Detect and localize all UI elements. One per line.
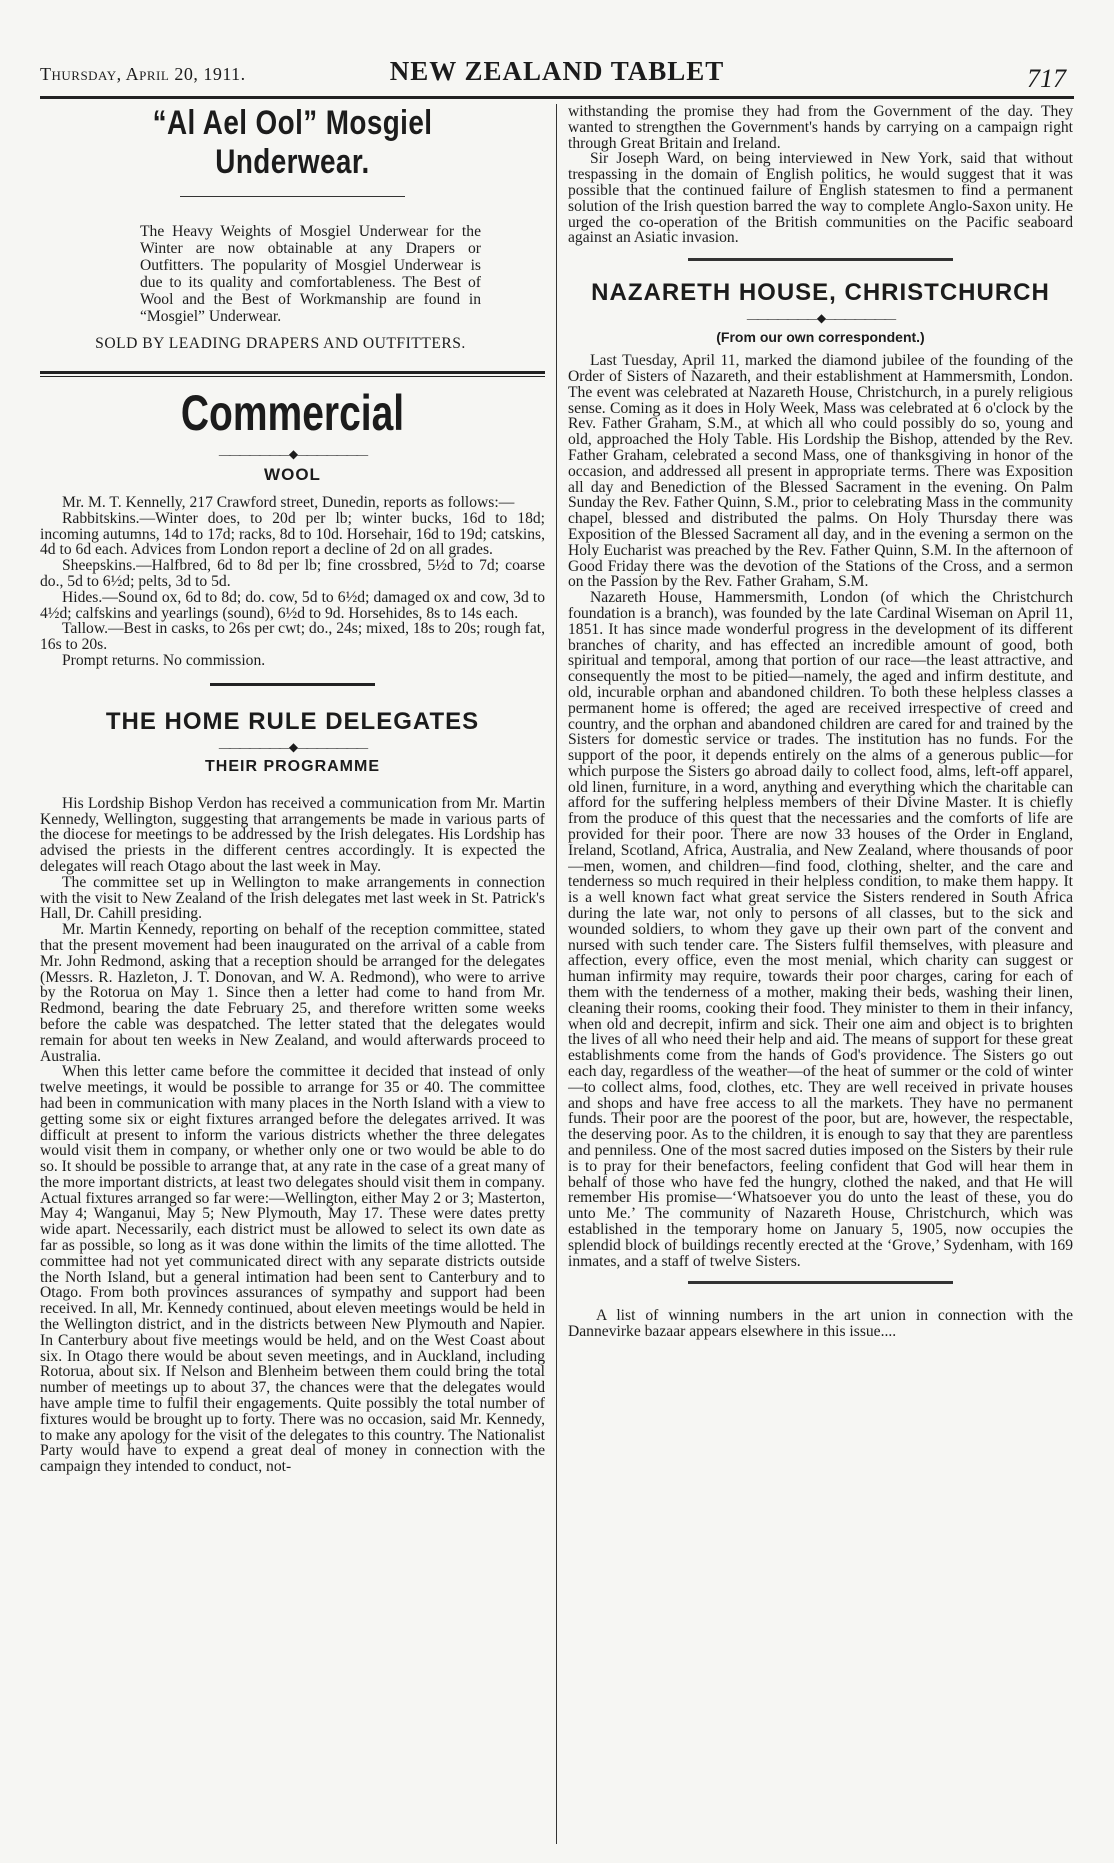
ornament-divider: ———————◆———————	[746, 311, 895, 326]
section-divider	[210, 683, 375, 686]
article-subheadline: THEIR PROGRAMME	[205, 757, 380, 775]
page-number: 717	[1027, 64, 1066, 93]
wool-paragraph: Sheepskins.—Halfbred, 6d to 8d per lb; fine crossbred, 5½d to 7d; coarse do., 5d to 6½d; pelts, 3d to 5d.	[40, 557, 545, 590]
article-paragraph: Nazareth House, Hammersmith, London (of which the Christchurch foundation is a branch), was founded by the late Cardinal Wiseman on April 11, 1851. It has since made wonderful progress in the development of its different branches of charity, and has effected an incredible amount of good, both spiritual and temporal, among that portion of our race—the least attractive, and consequently the most to be pitied—namely, the aged and infirm destitute, and old, incurable orphan and abandoned children. To both these helpless classes a permanent home is offered; the aged are received irrespective of creed and country, and the orphan and abandoned children are cared for and trained by the Sisters for domestic service or trades. The institution has no funds. For the support of the poor, it depends entirely on the alms of a generous public—for which purpose the Sisters go abroad daily to collect food, alms, left-off apparel, old linen, furniture, in a word, anything and everything which the charitable can afford for the suffering helpless members of their Divine Master. It is chiefly from the produce of this quest that the necessaries and the comforts of life are provided for their poor. There are now 33 houses of the Order in England, Ireland, Scotland, Africa, Australia, and New Zealand, where thousands of poor—men, women, and children—find food, clothing, shelter, and the care and tenderness so much required in their helpless condition, to make them happy. It is a well known fact what great service the Sisters rendered in South Africa during the late war, not only to persons of all classes, but to the sick and wounded soldiers, to whom they gave up their own part of the convent and nursed with such tender care. The Sisters fulfil themselves, with pleasure and affection, every office, even the most menial, which charity can suggest or human infirmity may require, towards their poor charges, caring for each of them with the tenderness of a mother, making their beds, washing their linen, cleaning their rooms, cooking their food. They minister to them in their infancy, when old and decrepit, infirm and sick. Their one aim and object is to brighten the lives of all who need their help and aid. The means of support for these great establishments come from the hands of God's providence. The Sisters go out each day, regardless of the weather—of the heat of summer or the cold of winter—to collect alms, food, clothes, etc. They are well received in private houses and shops and have free access to all the markets. They have no permanent funds. Their poor are the poorest of the poor, but are, however, the respectable, the deserving poor. As to the children, it is enough to say that they are parentless and penniless. One of the most sacred duties imposed on the Sisters by their rule is to pray for their benefactors, feeling confident that God will hear them in behalf of those who have fed the hungry, clothed the naked, and that He will remember His promise—‘Whatsoever you do unto the least of these, you do unto Me.’ The community of Nazareth House, Christchurch, which was established in the temporary home on January 5, 1905, now occupies the splendid block of buildings recently erected at the ‘Grove,’ Sydenham, with 169 inmates, and a staff of twelve Sisters.	[568, 589, 1073, 1270]
masthead	[40, 52, 1074, 92]
article-paragraph: Sir Joseph Ward, on being interviewed in New York, said that without trespassing in the domain of English politics, he would suggest that it was possible that the continued failure of English statesmen to find a permanent solution of the Irish question barred the way to complete Anglo-Saxon unity. He urged the co-operation of the British communities on the Pacific seaboard against an Asiatic invasion.	[568, 150, 1073, 247]
ornament-divider: ———————◆———————	[218, 739, 367, 754]
wool-paragraph: Tallow.—Best in casks, to 26s per cwt; do., 24s; mixed, 18s to 20s; rough fat, 16s to 20s.	[40, 620, 545, 654]
article-paragraph: His Lordship Bishop Verdon has received a communication from Mr. Martin Kennedy, Wellington, suggesting that arrangements be made in various parts of the diocese for meetings to be addressed by the Irish delegates. His Lordship has advised the priests in the different centres accordingly. It is expected the delegates will reach Otago about the last week in May.	[40, 794, 545, 875]
advert-rule	[180, 196, 405, 197]
article-headline: THE HOME RULE DELEGATES	[105, 707, 480, 735]
article-paragraph: The committee set up in Wellington to make arrangements in connection with the visit to New Zealand of the Irish delegates met last week in St. Patrick's Hall, Dr. Cahill presiding.	[40, 873, 545, 923]
commercial-heading: Commercial	[180, 385, 405, 441]
mosgiel-advert	[40, 104, 545, 353]
advert-body: The Heavy Weights of Mosgiel Underwear for the Winter are now obtainable at any Drapers or Outfitters. The popularity of Mosgiel Underwear is due to its quality and comfortableness. The Best of Wool and the Best of Workmanship are found in “Mosgiel” Underwear.	[140, 223, 481, 325]
nazareth-article	[568, 279, 1073, 1269]
article-headline: NAZARETH HOUSE, CHRISTCHURCH	[591, 279, 1050, 307]
wool-paragraph: Prompt returns. No commission.	[62, 651, 266, 669]
home-rule-article	[40, 708, 545, 1475]
section-divider	[688, 1281, 953, 1284]
article-paragraph: withstanding the promise they had from the Government of the day. They wanted to strengthen the Government's hands by carrying on a campaign right through Great Britain and Ireland.	[568, 104, 1073, 152]
advert-footer: SOLD BY LEADING DRAPERS AND OUTFITTERS.	[95, 335, 466, 352]
article-body	[40, 796, 545, 1475]
wool-paragraph: Hides.—Sound ox, 6d to 8d; do. cow, 5d to 6½d; damaged ox and cow, 3d to 4½d; calfskins and yearlings (sound), 6½d to 9d. Horsehides, 8s to 14s each.	[40, 588, 545, 622]
right-column	[568, 104, 1073, 1844]
ornament-divider: ———————◆———————	[218, 447, 367, 461]
art-union-note	[568, 1308, 1073, 1340]
article-paragraph: Last Tuesday, April 11, marked the diamond jubilee of the founding of the Order of Sisters of Nazareth, and their establishment at Hammersmith, London. The event was celebrated at Nazareth House, Christchurch, in a purely religious sense. Coming as it does in Holy Week, Mass was celebrated at 6 o'clock by the Rev. Father Graham, S.M., at which all who could possibly do so, young and old, approached the Holy Table. His Lordship the Bishop, attended by the Rev. Father Graham, celebrated a second Mass, one of thanksgiving in honor of the occasion, and addressed all present in appropriate terms. There was Exposition all day and Benediction of the Blessed Sacrament in the evening. On Palm Sunday the Rev. Father Quinn, S.M., prior to celebrating Mass in the community chapel, blessed and distributed the palms. On Holy Thursday there was Exposition of the Blessed Sacrament all day, and in the evening a sermon on the Holy Eucharist was preached by the Rev. Father Quinn, S.M. In the afternoon of Good Friday there was the devotion of the Stations of the Cross, and a sermon on the Passion by the Rev. Father Graham, S.M.	[568, 352, 1073, 591]
correspondent-byline: (From our own correspondent.)	[716, 329, 925, 346]
commercial-section	[40, 383, 545, 669]
wool-paragraph: Rabbitskins.—Winter does, to 20d per lb; winter bucks, 16d to 18d; incoming autumns, 14d to 17d; racks, 8d to 10d. Horsehair, 16d to 19d; catskins, 4d to 6d each. Advices from London report a decline of 2d on all grades.	[40, 509, 545, 559]
masthead-rule	[40, 96, 1074, 99]
column-divider	[556, 104, 557, 1844]
left-column	[40, 104, 545, 1844]
newspaper-title: NEW ZEALAND TABLET	[389, 56, 725, 86]
section-divider	[688, 258, 953, 261]
article-paragraph: Mr. Martin Kennedy, reporting on behalf of the reception committee, stated that the present movement had been inaugurated on the arrival of a cable from Mr. John Redmond, asking that a reception should be arranged for the delegates (Messrs. R. Hazleton, J. T. Donovan, and W. A. Redmond), who were to arrive by the Rotorua on May 1. Since then a letter had come to hand from Mr. Redmond, bearing the date February 25, and therefore written some weeks before the cable was despatched. The letter stated that the delegates would remain for about ten weeks in New Zealand, and would afterwards proceed to Australia.	[40, 921, 545, 1065]
section-divider	[40, 371, 545, 377]
wool-heading: WOOL	[264, 465, 321, 484]
note-paragraph: A list of winning numbers in the art union in connection with the Dannevirke bazaar appears elsewhere in this issue....	[568, 1307, 1073, 1341]
wool-report	[40, 495, 545, 669]
continued-article	[568, 104, 1073, 246]
wool-paragraph: Mr. M. T. Kennelly, 217 Crawford street, Dunedin, reports as follows:—	[62, 494, 515, 511]
article-paragraph: When this letter came before the committee it decided that instead of only twelve meetings, it would be possible to arrange for 35 or 40. The committee had been in communication with many places in the North Island with a view to getting some six or eight fixtures arranged before the delegates arrived. It was difficult at present to inform the various districts whether the three delegates would visit them in company, or whether only one or two would be able to do so. It should be possible to arrange that, at any rate in the case of a great many of the more important districts, at least two delegates should visit them in company. Actual fixtures arranged so far were:—Wellington, either May 2 or 3; Masterton, May 4; Wanganui, May 5; New Plymouth, May 17. These were dates pretty wide apart. Necessarily, each district must be allowed to select its own date as far as possible, so long as it was done within the limits of the time allotted. The committee had not yet communicated direct with any separate districts outside the North Island, but a general intimation had been sent to Canterbury and to Otago. From both provinces assurances of sympathy and support had been received. In all, Mr. Kennedy continued, about eleven meetings would be held in the Wellington district, and in the districts between New Plymouth and Napier. In Canterbury about five meetings would be held, and on the West Coast about six. In Otago there would be about seven meetings, and in Auckland, including Rotorua, about six. If Nelson and Blenheim between them could bring the total number of meetings up to about 37, the chances were that the delegates would have ample time to fulfil their engagements. Quite possibly the total number of fixtures would be brought up to forty. There was no occasion, said Mr. Kennedy, to make any apology for the visit of the delegates to this country. The Nationalist Party would have to expend a great deal of money in connection with the campaign they intended to conduct, not-	[40, 1063, 545, 1476]
issue-date: Thursday, April 20, 1911.	[40, 64, 246, 84]
article-body	[568, 353, 1073, 1269]
advert-title: “Al Ael Ool” Mosgiel Underwear.	[152, 104, 433, 181]
